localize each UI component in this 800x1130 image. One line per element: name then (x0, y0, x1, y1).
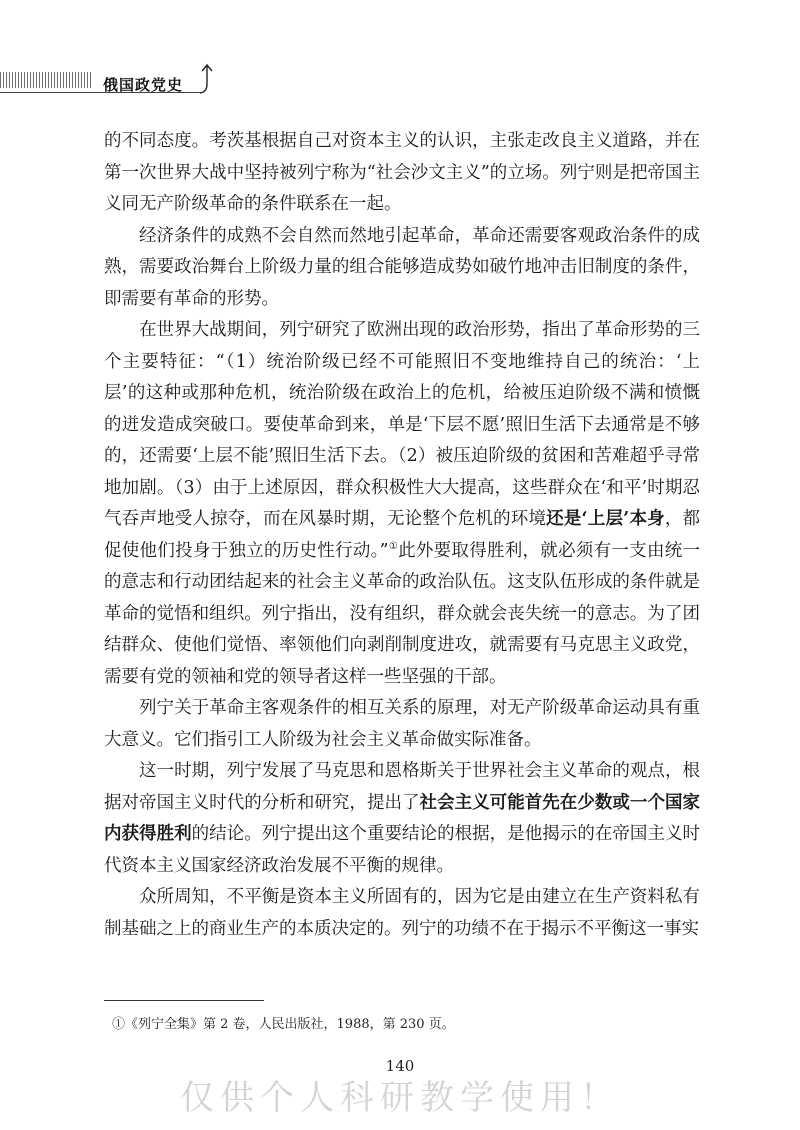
paragraph: 众所周知，不平衡是资本主义所固有的，因为它是由建立在生产资料私有制基础之上的商业生产的本质决定的。列宁的功绩不在于揭示不平衡这一事实 (104, 887, 700, 939)
running-header (0, 62, 225, 106)
footnote-divider (104, 1000, 264, 1001)
paragraph (104, 756, 700, 882)
body-text (104, 126, 700, 945)
emphasis-text: 社会主义可能首先在少数或一个国家内获得胜利 (104, 792, 701, 844)
running-title: 俄国政党史 (103, 76, 184, 94)
paragraph: 列宁关于革命主客观条件的相互关系的原理，对无产阶级革命运动具有重大意义。它们指引工人阶级为社会主义革命做实际准备。 (104, 698, 700, 750)
footnote: ①《列宁全集》第 2 卷，人民出版社，1988，第 230 页。 (112, 1017, 455, 1032)
emphasis-text: 还是‘上层’本身 (546, 509, 665, 529)
up-arrow-icon (196, 62, 218, 96)
paragraph-text: ，都促使他们投身于独立的历史性行动。” (104, 509, 700, 561)
paragraph: 经济条件的成熟不会自然而然地引起革命，革命还需要客观政治条件的成熟，需要政治舞台上阶级力量的组合能够造成势如破竹地冲击旧制度的条件，即需要有革命的形势。 (104, 225, 700, 309)
watermark: 仅供个人科研教学使用！ (180, 1078, 620, 1118)
footnote-reference[interactable]: ① (388, 540, 399, 552)
header-hatch-decoration (0, 72, 92, 88)
page-number: 140 (385, 1057, 415, 1075)
paragraph: 的不同态度。考茨基根据自己对资本主义的认识，主张走改良主义道路，并在第一次世界大战中坚持被列宁称为“社会沙文主义”的立场。列宁则是把帝国主义同无产阶级革命的条件联系在一起。 (104, 131, 700, 214)
paragraph-text: 在世界大战期间，列宁研究了欧洲出现的政治形势，指出了革命形势的三个主要特征：“（1）统治阶级已经不可能照旧不变地维持自己的统治：‘上层’的这种或那种危机，统治阶级在政治上的危机，给被压迫阶级不满和愤慨的迸发造成突破口。要使革命到来，单是‘下层不愿’照旧生活下去通常是不够的，还需要‘上层不能’照旧生活下去。（2）被压迫阶级的贫困和苦难超乎寻常地加剧。（3）由于上述原因，群众积极性大大提高，这些群众在‘和平’时期忍气吞声地受人掠夺，而在风暴时期，无论整个危机的环境 (104, 320, 700, 529)
paragraph (104, 315, 700, 693)
paragraph-text: 这一时期，列宁发展了马克思和恩格斯关于世界社会主义革命的观点，根据对帝国主义时代的分析和研究，提出了 (104, 761, 700, 813)
paragraph-text: 的结论。列宁提出这个重要结论的根据，是他揭示的在帝国主义时代资本主义国家经济政治发展不平衡的规律。 (104, 824, 701, 876)
paragraph-text: 此外要取得胜利，就必须有一支由统一的意志和行动团结起来的社会主义革命的政治队伍。这支队伍形成的条件就是革命的觉悟和组织。列宁指出，没有组织，群众就会丧失统一的意志。为了团结群众、使他们觉悟、率领他们向剥削制度进攻，就需要有马克思主义政党，需要有党的领袖和党的领导者这样一些坚强的干部。 (104, 540, 700, 687)
